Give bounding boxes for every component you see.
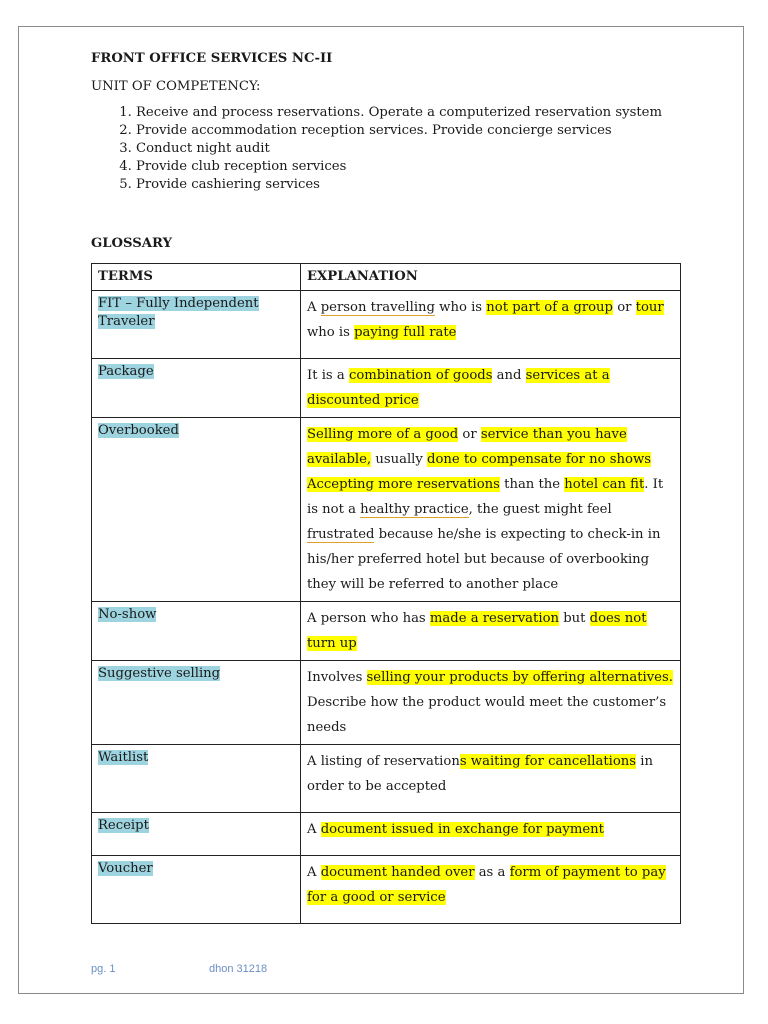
text-run: , the guest might feel — [468, 502, 612, 517]
text-run: It is a — [307, 368, 349, 383]
glossary-heading: GLOSSARY — [91, 236, 172, 251]
table-row — [92, 359, 681, 418]
highlighted-text: s waiting for cancellations — [459, 754, 637, 769]
text-run: in order to be accepted — [307, 754, 653, 794]
competency-item: 4. Provide club reception services — [136, 158, 681, 176]
term-cell — [92, 602, 301, 661]
text-run: Describe how the product would meet the customer’s needs — [307, 695, 667, 735]
term-text: FIT – Fully Independent Traveler — [98, 296, 259, 329]
highlighted-text: form of payment to pay for a good or service — [307, 865, 666, 905]
competency-item: 2. Provide accommodation reception services. Provide concierge services — [136, 122, 681, 140]
text-run: A — [307, 300, 321, 315]
term-cell — [92, 418, 301, 602]
term-cell — [92, 856, 301, 924]
glossary-table — [91, 263, 681, 924]
term-cell — [92, 291, 301, 359]
footer-author: dhon 31218 — [209, 963, 268, 975]
competency-item: 5. Provide cashiering services — [136, 176, 681, 194]
text-run: healthy practice — [360, 502, 469, 517]
text-run: person travelling — [320, 300, 435, 315]
term-cell — [92, 661, 301, 745]
highlighted-text: service than you have available, — [307, 427, 627, 467]
text-run: as a — [474, 865, 510, 880]
text-run: but — [559, 611, 590, 626]
explanation-cell — [301, 359, 681, 418]
term-cell — [92, 745, 301, 813]
text-run: Involves — [307, 670, 367, 685]
text-run: and — [492, 368, 526, 383]
table-row — [92, 745, 681, 813]
text-run: or — [458, 427, 481, 442]
explanation-cell — [301, 418, 681, 602]
term-text: Voucher — [98, 861, 153, 876]
table-row — [92, 813, 681, 856]
text-run: A listing of reservation — [307, 754, 460, 769]
term-cell — [92, 813, 301, 856]
competency-list — [91, 104, 681, 194]
highlighted-text: made a reservation — [429, 611, 559, 626]
explanation-cell — [301, 856, 681, 924]
explanation-cell — [301, 745, 681, 813]
text-run: because he/she is expecting to check-in in his/her preferred hotel but because of overbooking they will be referred to another place — [307, 527, 661, 592]
highlighted-text: tour — [635, 300, 664, 315]
text-run: who is — [307, 325, 355, 340]
column-header-terms: TERMS — [92, 264, 301, 291]
text-run: than the — [499, 477, 565, 492]
text-run: usually — [371, 452, 428, 467]
table-row — [92, 602, 681, 661]
competency-item: 1. Receive and process reservations. Operate a computerized reservation system — [136, 104, 681, 122]
text-run: A person who has — [307, 611, 430, 626]
highlighted-text: selling your products by offering alternatives. — [366, 670, 673, 685]
text-run: . It is not a — [307, 477, 664, 517]
table-header-row — [92, 264, 681, 291]
term-text: Suggestive selling — [98, 666, 221, 681]
explanation-cell — [301, 661, 681, 745]
page-footer — [91, 963, 268, 975]
highlighted-text: hotel can fit — [564, 477, 645, 492]
highlighted-text: done to compensate for no shows — [427, 452, 652, 467]
term-text: Package — [98, 364, 154, 379]
table-row — [92, 291, 681, 359]
explanation-cell — [301, 602, 681, 661]
highlighted-text: Selling more of a good — [307, 427, 459, 442]
table-row — [92, 418, 681, 602]
highlighted-text: paying full rate — [354, 325, 457, 340]
competency-item: 3. Conduct night audit — [136, 140, 681, 158]
document-title: FRONT OFFICE SERVICES NC-II — [91, 51, 333, 66]
highlighted-text: does not turn up — [307, 611, 647, 651]
document-body — [91, 50, 681, 924]
explanation-cell — [301, 813, 681, 856]
term-cell — [92, 359, 301, 418]
highlighted-text: document handed over — [320, 865, 475, 880]
highlighted-text: Accepting more reservations — [307, 477, 500, 492]
table-row — [92, 856, 681, 924]
text-run: A — [307, 822, 321, 837]
table-row — [92, 661, 681, 745]
column-header-explanation: EXPLANATION — [301, 264, 681, 291]
text-run: A — [307, 865, 321, 880]
unit-of-competency-heading: UNIT OF COMPETENCY: — [91, 79, 261, 94]
highlighted-text: combination of goods — [348, 368, 493, 383]
highlighted-text: not part of a group — [486, 300, 613, 315]
term-text: No-show — [98, 607, 157, 622]
highlighted-text: document issued in exchange for payment — [320, 822, 604, 837]
term-text: Waitlist — [98, 750, 149, 765]
text-run: who is — [434, 300, 487, 315]
text-run: or — [613, 300, 636, 315]
page-number: pg. 1 — [91, 963, 116, 975]
term-text: Receipt — [98, 818, 149, 833]
text-run: frustrated — [307, 527, 375, 542]
highlighted-text: services at a discounted price — [307, 368, 610, 408]
explanation-cell — [301, 291, 681, 359]
term-text: Overbooked — [98, 423, 179, 438]
